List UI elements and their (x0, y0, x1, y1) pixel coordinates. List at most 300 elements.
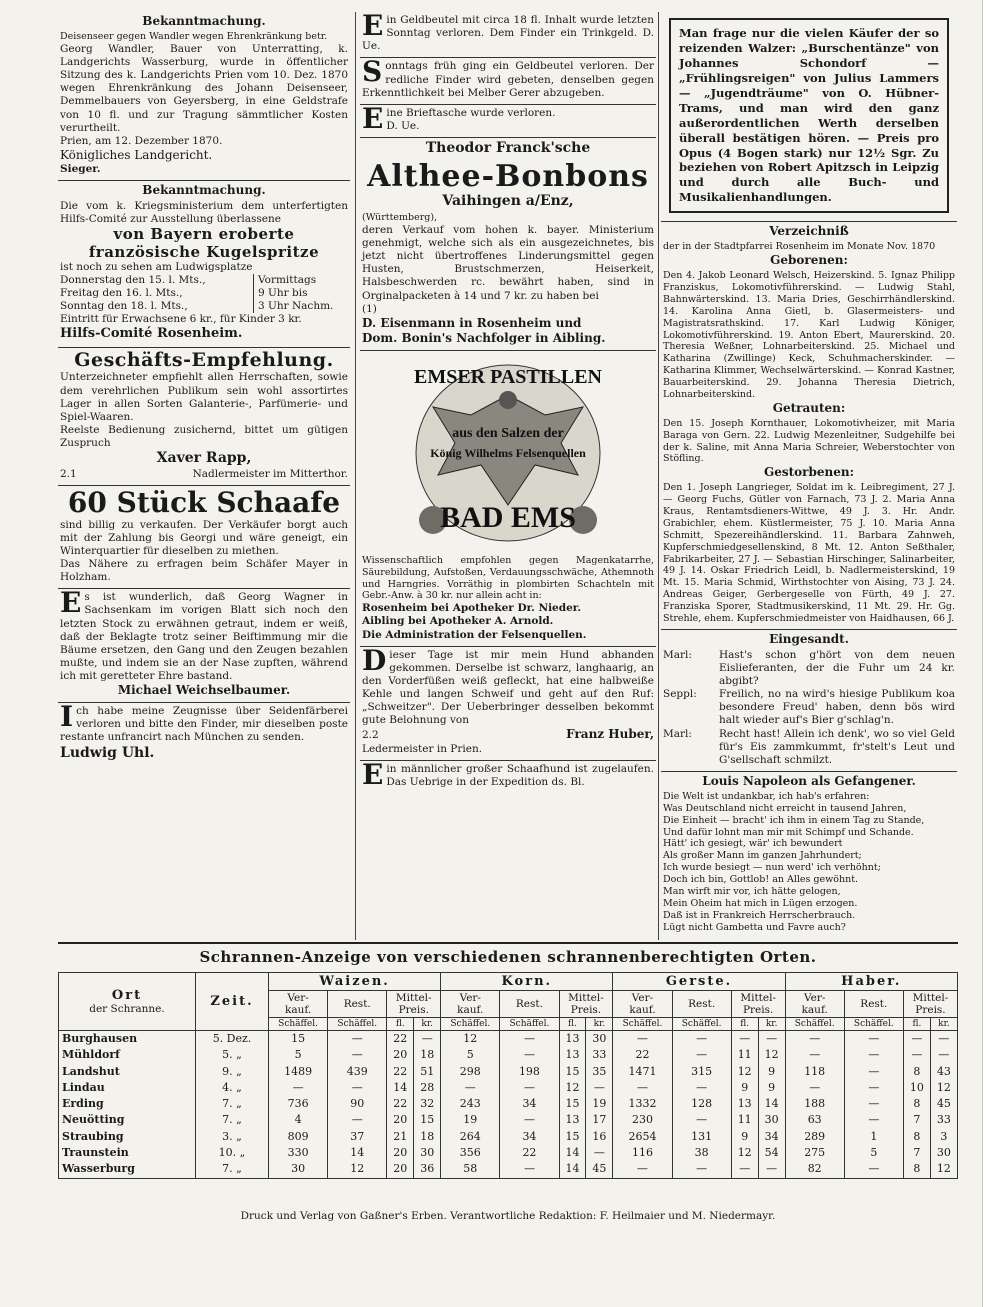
value-cell: 11 (731, 1112, 758, 1128)
dialog-line (663, 728, 955, 767)
value-cell: — (500, 1031, 559, 1048)
group-header: Waizen. (269, 973, 441, 991)
value-cell: 10 (903, 1080, 930, 1096)
date-cell: 7. „ (196, 1096, 269, 1112)
value-cell: — (903, 1031, 930, 1048)
value-cell: 33 (930, 1112, 957, 1128)
ad-body: Reelste Bedienung zusichernd, bittet um gütigen Zuspruch (60, 423, 348, 450)
unit-header: Schäffel. (328, 1018, 387, 1031)
value-cell: 33 (586, 1047, 613, 1063)
day-line: Freitag den 16. l. Mts., (60, 287, 183, 299)
value-cell: 315 (672, 1064, 731, 1080)
date-cell: 7. „ (196, 1161, 269, 1178)
dropcap: E (60, 586, 82, 620)
table-row (59, 1064, 958, 1080)
page-edge (982, 0, 1000, 1307)
value-cell: — (672, 1080, 731, 1096)
subheader-rest: Rest. (328, 991, 387, 1018)
value-cell: 198 (500, 1064, 559, 1080)
value-cell: 18 (414, 1129, 441, 1145)
value-cell: 12 (559, 1080, 586, 1096)
value-cell: 28 (414, 1080, 441, 1096)
value-cell: — (758, 1161, 785, 1178)
ad-hund (360, 643, 656, 760)
value-cell: — (328, 1080, 387, 1096)
dialog-text: Hast's schon g'hört von dem neuen Eislieferanten, der die Fuhr um 24 kr. abgibt? (719, 648, 955, 687)
value-cell: 1 (844, 1129, 903, 1145)
value-cell: 14 (559, 1145, 586, 1161)
ad-emser-pastillen (360, 350, 656, 646)
value-cell: 12 (441, 1031, 500, 1048)
ad-signer-title: Nadlermeister im Mitterthor. (192, 467, 348, 480)
value-cell: — (785, 1080, 844, 1096)
subheader-mittelpreis: Mittel- Preis. (559, 991, 613, 1018)
place-cell: Neuötting (59, 1112, 196, 1128)
value-cell: 30 (269, 1161, 328, 1178)
ad-body: Unterzeichneter empfiehlt allen Herrschaften, sowie dem verehrlichen Publikum sein wohl assortirtes Lager in allen Sorten Galanterie-, Parfümerie- und Spiel-Waaren. (60, 371, 348, 423)
value-cell: — (414, 1031, 441, 1048)
poem-line: Doch ich bin, Gottlob! an Alles gewöhnt. (663, 874, 859, 885)
ad-region: (Württemberg), (362, 212, 438, 223)
poem-napoleon (661, 771, 957, 938)
value-cell: 8 (903, 1129, 930, 1145)
date-cell: 5. Dez. (196, 1031, 269, 1048)
dialog-speaker: Marl: (663, 727, 692, 740)
value-cell: 9 (758, 1080, 785, 1096)
column-rule (355, 12, 356, 940)
place-cell: Erding (59, 1096, 196, 1112)
subheader-mittelpreis: Mittel- Preis. (903, 991, 957, 1018)
emblem-text-mid: König Wilhelms Felsenquellen (430, 445, 586, 460)
poem-line: Mein Oheim hat mich in Lügen erzogen. (663, 897, 858, 909)
notice-title: Bekanntmachung. (142, 183, 266, 197)
section-title: Geborenen: (770, 253, 848, 268)
date-cell: 5. „ (196, 1047, 269, 1063)
value-cell: — (500, 1080, 559, 1096)
value-cell: 17 (586, 1112, 613, 1128)
market-report (58, 942, 958, 1179)
date-cell: 3. „ (196, 1129, 269, 1145)
unit-header: fl. (903, 1018, 930, 1031)
value-cell: — (844, 1096, 903, 1112)
notice-subtitle: Deisenseer gegen Wandler wegen Ehrenkränkung betr. (60, 31, 328, 42)
dialog-text: Recht hast! Allein ich denk', wo so viel Geld für's Eis zammkummt, fr'stelt's Leut und G'sellschaft schmilzt. (719, 727, 955, 766)
value-cell: 20 (387, 1145, 414, 1161)
value-cell: 63 (785, 1112, 844, 1128)
dialog-text: Freilich, no na wird's hiesige Publikum koa besondere Freud' haben, denn bös wird halt wieder auf's Bier g'schlag'n. (719, 688, 955, 727)
value-cell: — (844, 1064, 903, 1080)
value-cell: 22 (613, 1047, 672, 1063)
ad-seller: Dom. Bonin's Nachfolger in Aibling. (362, 330, 606, 345)
ad-number: (1) (362, 302, 377, 315)
unit-header: kr. (758, 1018, 785, 1031)
section-body: Den 15. Joseph Kornthauer, Lokomotivheizer, mit Maria Baraga von Gern. 22. Ludwig Mezenleitner, Sudgehilfe bei der k. Saline, mit Anna Maria Schreier, Weberstochter von Stöfling. (663, 417, 955, 465)
value-cell: 18 (414, 1047, 441, 1063)
ad-body: in Geldbeutel mit circa 18 fl. Inhalt wurde letzten Sonntag verloren. Dem Finder ein Trinkgeld. (386, 14, 654, 40)
column-rule (658, 12, 659, 940)
eagle-emblem-icon (393, 355, 623, 551)
value-cell: — (586, 1080, 613, 1096)
ad-body: Das Nähere zu erfragen beim Schäfer Mayer in Holzham. (60, 558, 348, 584)
value-cell: 22 (387, 1064, 414, 1080)
value-cell: 13 (731, 1096, 758, 1112)
place-cell: Traunstein (59, 1145, 196, 1161)
table-row (59, 1112, 958, 1128)
value-cell: 32 (414, 1096, 441, 1112)
value-cell: — (500, 1112, 559, 1128)
column-right (661, 12, 957, 940)
ad-wagner (58, 588, 350, 702)
poem-line: Man wirft mir vor, ich hätte gelogen, (663, 885, 841, 897)
value-cell: 4 (269, 1112, 328, 1128)
group-header: Gerste. (613, 973, 785, 991)
value-cell: — (731, 1031, 758, 1048)
value-cell: 7 (903, 1145, 930, 1161)
value-cell: 7 (903, 1112, 930, 1128)
ad-product: Althee-Bonbons (367, 158, 649, 194)
ad-body: ieser Tage ist mir mein Hund abhanden gekommen. Derselbe ist schwarz, langhaarig, an den Vorderfüßen weiß gefleckt, hat eine halbweiße Kehle und langen Schweif und geht auf den Ruf: „Schweitzer". Der Ueberbringer desselben bekommt gute Belohnung von (362, 648, 654, 727)
unit-header: kr. (586, 1018, 613, 1031)
group-header: Korn. (441, 973, 613, 991)
unit-header: kr. (930, 1018, 957, 1031)
notice-signer: Hilfs-Comité Rosenheim. (60, 326, 243, 342)
value-cell: 15 (559, 1129, 586, 1145)
value-cell: 15 (269, 1031, 328, 1048)
value-cell: 12 (328, 1161, 387, 1178)
value-cell: 13 (559, 1031, 586, 1048)
value-cell: 243 (441, 1096, 500, 1112)
time-line: 3 Uhr Nachm. (258, 300, 334, 313)
value-cell: — (672, 1047, 731, 1063)
column-left (58, 12, 350, 940)
subheader-rest: Rest. (844, 991, 903, 1018)
register-title: Verzeichniß (769, 224, 849, 239)
ad-geschaeft (58, 347, 350, 485)
date-cell: 10. „ (196, 1145, 269, 1161)
col-place-header: Ort der Schranne. (59, 973, 196, 1031)
poem-line: Die Welt ist undankbar, ich hab's erfahren: (663, 790, 870, 802)
value-cell: 9 (758, 1064, 785, 1080)
notice-headline: von Bayern eroberte französische Kugelspritze (88, 225, 320, 261)
value-cell: 8 (903, 1096, 930, 1112)
value-cell: 116 (613, 1145, 672, 1161)
notice-date: Prien, am 12. Dezember 1870. (60, 134, 223, 147)
value-cell: — (672, 1031, 731, 1048)
ad-signer: Ludwig Uhl. (60, 744, 155, 761)
ad-signer: Michael Weichselbaumer. (117, 683, 291, 698)
subheader-verkauf: Ver- kauf. (441, 991, 500, 1018)
unit-header: fl. (731, 1018, 758, 1031)
date-cell: 9. „ (196, 1064, 269, 1080)
value-cell: 11 (731, 1047, 758, 1063)
value-cell: 22 (500, 1145, 559, 1161)
place-cell: Mühldorf (59, 1047, 196, 1063)
place-cell: Burghausen (59, 1031, 196, 1048)
value-cell: 230 (613, 1112, 672, 1128)
time-line: Vormittags (258, 273, 317, 286)
ad-geldbeutel-2 (360, 57, 656, 103)
value-cell: 1489 (269, 1064, 328, 1080)
dialog-speaker: Marl: (663, 648, 692, 661)
unit-header: Schäffel. (269, 1018, 328, 1031)
poem-line: Was Deutschland nicht erreicht in tausend Jahren, (663, 802, 907, 814)
value-cell: 8 (903, 1064, 930, 1080)
value-cell: 12 (930, 1080, 957, 1096)
ad-body: Man frage nur die vielen Käufer der so reizenden Walzer: „Burschentänze" von Johannes Schondorf — „Frühlingsreigen" von Julius Lammers — „Jugendträume" von O. Hübner-Trams, und man wird den ganz außerordentlichen Werth derselben überall bestätigen hören. — Preis pro Opus (4 Bogen stark) nur 12½ Sgr. Zu beziehen von Robert Apitzsch in Leipzig und durch alle Buch- und Musikalienhandlungen. (679, 26, 939, 205)
value-cell: 8 (903, 1161, 930, 1178)
value-cell: — (930, 1047, 957, 1063)
value-cell: 90 (328, 1096, 387, 1112)
ad-ref: D. Ue. (386, 119, 420, 132)
column-middle (360, 12, 656, 940)
value-cell: 809 (269, 1129, 328, 1145)
ad-body: onntags früh ging ein Geldbeutel verloren. Der redliche Finder wird gebeten, denselben gegen Erkenntlichkeit bei Melber Gerer abzugeben. (362, 60, 654, 99)
value-cell: 16 (586, 1129, 613, 1145)
subheader-mittelpreis: Mittel- Preis. (387, 991, 441, 1018)
subheader-verkauf: Ver- kauf. (785, 991, 844, 1018)
notice-days (60, 274, 348, 313)
ad-uhl (58, 702, 350, 766)
value-cell: 19 (586, 1096, 613, 1112)
value-cell: 330 (269, 1145, 328, 1161)
value-cell: — (500, 1161, 559, 1178)
value-cell: — (586, 1145, 613, 1161)
value-cell: — (328, 1112, 387, 1128)
ad-body: sind billig zu verkaufen. Der Verkäufer borgt auch mit der Zahlung bis Georgi und wäre geneigt, ein Winterquartier für dieselben zu miethen. (60, 518, 348, 557)
unit-header: Schäffel. (441, 1018, 500, 1031)
table-row (59, 1161, 958, 1178)
value-cell: 13 (559, 1112, 586, 1128)
dialog-line (663, 649, 955, 688)
register-subtitle: der in der Stadtpfarrei Rosenheim im Monate Nov. 1870 (663, 241, 936, 253)
value-cell: — (672, 1112, 731, 1128)
poem-line: Und dafür lohnt man mir mit Schimpf und Schande. (663, 826, 914, 838)
dropcap: I (60, 700, 74, 734)
value-cell: 1332 (613, 1096, 672, 1112)
value-cell: 9 (731, 1080, 758, 1096)
value-cell: 15 (559, 1064, 586, 1080)
market-title: Schrannen-Anzeige von verschiedenen schrannenberechtigten Orten. (199, 948, 817, 966)
value-cell: — (785, 1047, 844, 1063)
dropcap: E (362, 101, 384, 135)
ad-body: in männlicher großer Schaafhund ist zugelaufen. Das Uebrige in der Expedition ds. Bl. (386, 762, 654, 788)
time-line: 9 Uhr bis (258, 287, 308, 299)
ad-number: 2.1 (60, 467, 77, 480)
value-cell: — (441, 1080, 500, 1096)
value-cell: 131 (672, 1129, 731, 1145)
value-cell: 14 (387, 1080, 414, 1096)
unit-header: kr. (414, 1018, 441, 1031)
value-cell: 14 (758, 1096, 785, 1112)
ad-number: 2.2 (362, 729, 379, 742)
dialog-speaker: Seppl: (663, 688, 697, 701)
register-rosenheim (661, 221, 957, 629)
value-cell: 45 (930, 1096, 957, 1112)
notice-fee: Eintritt für Erwachsene 6 kr., für Kinder 3 kr. (60, 313, 302, 326)
ad-schaafe (58, 485, 350, 588)
table-row (59, 1096, 958, 1112)
unit-header: Schäffel. (613, 1018, 672, 1031)
value-cell: — (844, 1112, 903, 1128)
ad-seller: D. Eisenmann in Rosenheim und (362, 315, 582, 330)
value-cell: 58 (441, 1161, 500, 1178)
value-cell: 19 (441, 1112, 500, 1128)
ad-body: ch habe meine Zeugnisse über Seidenfärberei verloren und bitte den Finder, mir dieselben poste restante unfrancirt nach München zu senden. (60, 705, 348, 744)
dropcap: E (362, 757, 384, 791)
value-cell: 30 (586, 1031, 613, 1048)
imprint: Druck und Verlag von Gaßner's Erben. Verantwortliche Redaktion: F. Heilmaier und M. Niedermayr. (240, 1210, 776, 1222)
emblem-text-mid: aus den Salzen der (452, 425, 564, 441)
value-cell: — (844, 1161, 903, 1178)
table-row (59, 1145, 958, 1161)
value-cell: 14 (559, 1161, 586, 1178)
value-cell: 34 (500, 1096, 559, 1112)
value-cell: 38 (672, 1145, 731, 1161)
value-cell: 439 (328, 1064, 387, 1080)
poem-line: Als großer Mann im ganzen Jahrhundert; (663, 850, 862, 862)
emblem-text-bottom: BAD EMS (440, 500, 576, 534)
value-cell: — (328, 1047, 387, 1063)
ad-signer: Die Administration der Felsenquellen. (362, 628, 587, 641)
value-cell: 34 (500, 1129, 559, 1145)
table-row (59, 1047, 958, 1063)
ad-signer-title: Ledermeister in Prien. (362, 742, 483, 755)
unit-header: Schäffel. (672, 1018, 731, 1031)
value-cell: — (785, 1031, 844, 1048)
table-row (59, 1080, 958, 1096)
section-body: Den 4. Jakob Leonard Welsch, Heizerskind. 5. Ignaz Philipp Franziskus, Lokomotivführerskind. — Ludwig Stahl, Bahnwärterskind. 13. Maria Dries, Geschirrhändlerskind. 14. Karolina Anna Gietl, b. Glasermeisters- und Magistratsrathskind. 17. Karl Ludwig Königer, Lokomotivführerskind. 19. Anton Ebert, Maurerskind. 20. Theresia Weßner, Lohnarbeiterskind. 25. Michael und Katharina (Zwillinge) Keck, Schuhmacherskinder. — Katharina Klimmer, Wechselwärterskind. — Konrad Kastner, Bauarbeiterskind. 29. Johanna Theresia Dietrich, Lohnarbeiterskind. (663, 270, 955, 400)
value-cell: 298 (441, 1064, 500, 1080)
ad-geldbeutel-1 (360, 12, 656, 57)
value-cell: 128 (672, 1096, 731, 1112)
ad-signer: Xaver Rapp, (156, 450, 252, 467)
value-cell: 5 (441, 1047, 500, 1063)
table-row (59, 1031, 958, 1048)
ad-schaafhund (360, 757, 656, 793)
value-cell: 12 (758, 1047, 785, 1063)
poem-line: Die Einheit — bracht' ich ihm in einem Tag zu Stande, (663, 814, 925, 826)
value-cell: 82 (785, 1161, 844, 1178)
value-cell: 21 (387, 1129, 414, 1145)
value-cell: 22 (387, 1096, 414, 1112)
value-cell: — (672, 1161, 731, 1178)
day-line: Donnerstag den 15. l. Mts., (60, 273, 206, 286)
value-cell: — (613, 1080, 672, 1096)
poem-line: Hätt' ich gesiegt, wär' ich bewundert (663, 838, 843, 850)
value-cell: — (328, 1031, 387, 1048)
day-line: Sonntag den 18. l. Mts., (60, 300, 188, 313)
subheader-verkauf: Ver- kauf. (269, 991, 328, 1018)
subheader-mittelpreis: Mittel- Preis. (731, 991, 785, 1018)
unit-header: Schäffel. (844, 1018, 903, 1031)
value-cell: 289 (785, 1129, 844, 1145)
value-cell: 275 (785, 1145, 844, 1161)
table-row (59, 1129, 958, 1145)
value-cell: 45 (586, 1161, 613, 1178)
dropcap: E (362, 12, 384, 42)
ad-signer: Franz Huber, (566, 727, 654, 742)
unit-header: fl. (559, 1018, 586, 1031)
notice-intro: Die vom k. Kriegsministerium dem unterfertigten Hilfs-Comité zur Ausstellung überlassene (60, 200, 348, 226)
value-cell: 34 (758, 1129, 785, 1145)
ad-brieftasche (360, 101, 656, 137)
value-cell: — (613, 1031, 672, 1048)
date-cell: 7. „ (196, 1112, 269, 1128)
value-cell: 12 (731, 1064, 758, 1080)
value-cell: — (930, 1031, 957, 1048)
notice-signer: Sieger. (60, 162, 101, 175)
value-cell: — (613, 1161, 672, 1178)
value-cell: — (731, 1161, 758, 1178)
ad-body: s ist wunderlich, daß Georg Wagner in Sachsenkam im vorigen Blatt sich noch den letzten Stock zu erwähnen getraut, indem er weiß, daß der Beklagte trotz seiner Beiftimmung mir die Bäume ersetzen, den Gang und den Zeugen bezahlen mußte, und indem sie an der Nase zupften, während ich mit geretteter Ehre bastand. (60, 591, 348, 683)
unit-header: Schäffel. (500, 1018, 559, 1031)
value-cell: 15 (414, 1112, 441, 1128)
notice-body: ist noch zu sehen am Ludwigsplatze (60, 260, 253, 273)
value-cell: 35 (586, 1064, 613, 1080)
value-cell: 2654 (613, 1129, 672, 1145)
value-cell: 15 (559, 1096, 586, 1112)
value-cell: 43 (930, 1064, 957, 1080)
place-cell: Wasserburg (59, 1161, 196, 1178)
value-cell: 1471 (613, 1064, 672, 1080)
poem-line: Ich wurde besiegt — nun werd' ich verhöhnt; (663, 862, 881, 874)
notice-title: Bekanntmachung. (142, 14, 266, 28)
place-cell: Straubing (59, 1129, 196, 1145)
dropcap: D (362, 643, 387, 677)
emblem-text-top: EMSER PASTILLEN (413, 365, 603, 388)
value-cell: 22 (387, 1031, 414, 1048)
value-cell: 736 (269, 1096, 328, 1112)
value-cell: 20 (387, 1112, 414, 1128)
value-cell: 3 (930, 1129, 957, 1145)
dialog-line (663, 688, 955, 727)
value-cell: 30 (758, 1112, 785, 1128)
notice-authority: Königliches Landgericht. (60, 147, 213, 162)
dropcap: S (362, 55, 383, 89)
subheader-verkauf: Ver- kauf. (613, 991, 672, 1018)
value-cell: 51 (414, 1064, 441, 1080)
value-cell: — (844, 1080, 903, 1096)
value-cell: 356 (441, 1145, 500, 1161)
subheader-rest: Rest. (672, 991, 731, 1018)
value-cell: — (500, 1047, 559, 1063)
subheader-rest: Rest. (500, 991, 559, 1018)
group-header: Haber. (785, 973, 957, 991)
value-cell: 9 (731, 1129, 758, 1145)
value-cell: 37 (328, 1129, 387, 1145)
value-cell: 14 (328, 1145, 387, 1161)
value-cell: — (269, 1080, 328, 1096)
value-cell: 118 (785, 1064, 844, 1080)
eingesandt-title: Eingesandt. (769, 631, 849, 646)
ad-title: Geschäfts-Empfehlung. (74, 348, 334, 371)
ad-place: Vaihingen a/Enz, (442, 192, 574, 209)
place-cell: Lindau (59, 1080, 196, 1096)
value-cell: 188 (785, 1096, 844, 1112)
poem-title: Louis Napoleon als Gefangener. (702, 773, 916, 788)
value-cell: — (903, 1047, 930, 1063)
value-cell: 5 (269, 1047, 328, 1063)
ad-maker: Theodor Franck'sche (425, 140, 591, 156)
notice-kugelspritze (58, 180, 350, 347)
value-cell: 36 (414, 1161, 441, 1178)
value-cell: 54 (758, 1145, 785, 1161)
market-table (58, 972, 958, 1179)
value-cell: 5 (844, 1145, 903, 1161)
value-cell: — (844, 1031, 903, 1048)
poem-line: Daß ist in Frankreich Herrscherbrauch. (663, 909, 856, 921)
ad-title: 60 Stück Schaafe (67, 485, 341, 519)
